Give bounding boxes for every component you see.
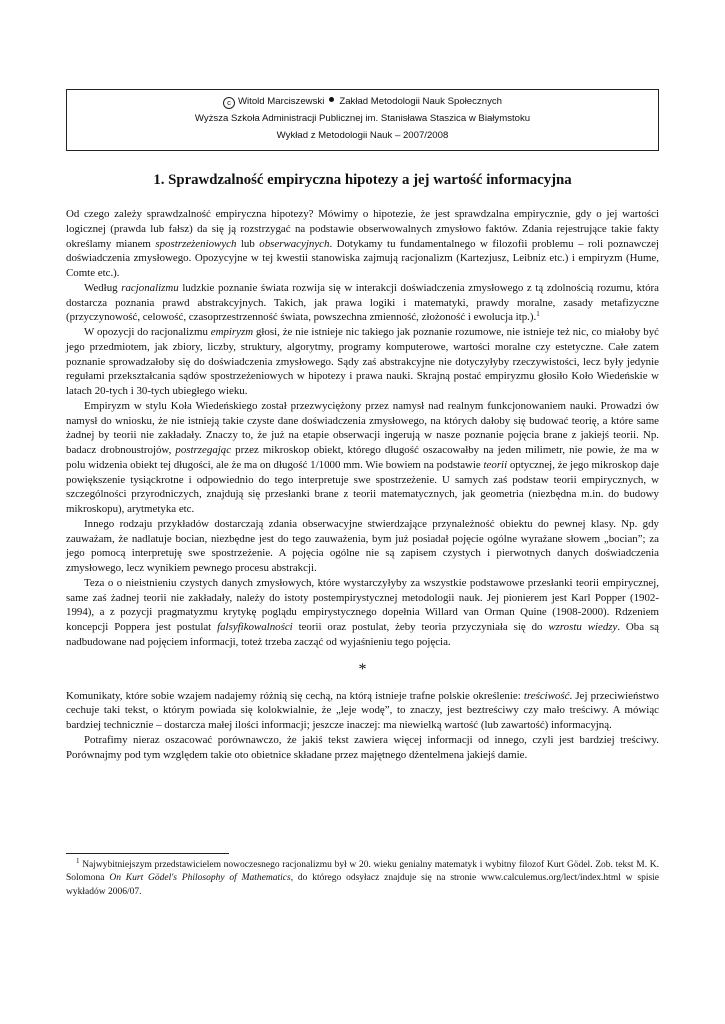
text-run: Innego rodzaju przykładów dostarczają zdania obserwacyjne stwierdzające przynależność obiektu do pewnej klasy. Np. gdy zauważam, że nadlatuje bocian, niezbędne jest do tego zauważenia, bym już posiadał pojęcie ogólne wyrażane słowem „bocian”; za jego pomocą interpretuję swe spostrzeżenie. A pojęcia ogólne nie są zapisem czystych i pierwotnych danych doświadczenia zmysłowego, lecz wynikiem pewnego procesu abstrakcji. [66,517,659,574]
text-run: W opozycji do racjonalizmu [84,326,211,338]
footnote-marker: 1 [76,857,80,865]
text-run: . Jej przeciwieństwo cechuje taki tekst, o którym powiada się kolokwialnie, że „leje wodę”, to znaczy, jest beztreściwy czy mało treściwy. A mówiąc bardziej technicznie – dostarcza małej ilości informacji; jeszcze inaczej: ma niewielką wartość (lub zawartość) informacyjną. [66,689,659,731]
emphasis-text: empiryzm [210,326,254,338]
copyright-icon: c [223,97,235,109]
header-line-3: Wykład z Metodologii Nauk – 2007/2008 [276,130,449,141]
paragraph [66,207,659,281]
paragraph [66,399,659,517]
paragraph [66,733,659,763]
emphasis-text: On Kurt Gödel's Philosophy of Mathematics [109,873,291,884]
text-run: . Dotykamy tu fundamentalnego w filozofii problemu – roli poznawczej doświadczenia zmysłowego. Opozycyjne w tej kwestii stanowiska zajmują racjonalizm (Kartezjusz, Leibniz etc.) i empiryzm (Hume, Comte etc.). [66,237,659,279]
emphasis-text: obserwacyjnych [259,237,330,250]
paragraph [66,689,659,733]
emphasis-text: racjonalizmu [121,281,179,294]
text-run: ludzkie poznanie świata rozwija się w interakcji doświadczenia zmysłowego z tą zdolnością rozumu, która dostarcza poznania prawd abstrakcyjnych. Takich, jak prawa logiki i matematyki, prawdy moralne, zasady metafizyczne (przyczynowość, celowość, czasoprzestrzenność świata, powszechna zmienność, złożoność i ewolucja itp.). [66,281,659,324]
text-run: Potrafimy nieraz oszacować porównawczo, że jakiś tekst zawiera więcej informacji od innego, czyli jest bardziej treściwy. Porównajmy pod tym względem takie oto obietnice składane przez majętnego dżentelmena jakiejś damie. [66,733,659,761]
footnote-marker: 1 [536,310,540,319]
emphasis-text: teorii [483,458,508,471]
emphasis-text: falsyfikowalności [217,621,293,633]
text-run: Od czego zależy sprawdzalność empiryczna hipotezy? Mówimy o hipotezie, że jest sprawdzalna empirycznie, gdy o jej wartości logicznej (prawda lub fałsz) da się ją rozstrzygać na podstawie obserwowalnych zmysłowo faktów. Zdania rejestrujące takie fakty określamy mianem [66,208,659,250]
footnote [66,859,659,899]
paragraph [66,576,659,650]
emphasis-text: wzrostu wiedzy [548,621,618,633]
header-line-1 [67,93,658,110]
page-title: 1. Sprawdzalność empiryczna hipotezy a jej wartość informacyjna [153,172,572,188]
text-run: Komunikaty, które sobie wzajem nadajemy różnią się cechą, na którą istnieje trafne polskie określenie: [66,689,524,702]
text-run: głosi, że nie istnieje nic takiego jak poznanie rozumowe, nie istnieje też nic, co miałoby być jego przedmiotem, jak zbiory, liczby, struktury, algorytmy, programy komputerowe, wartości moralne czy estetyczne. Całe zatem poznanie sprowadzałoby się do doświadczenia zmysłowego. Sądy zaś abstrakcyjne nie dotyczyłyby rzeczywistości, lecz były jedynie regułami przekształcania sądów spostrzeżeniowych w hipotezy i prawa nauki. Skrajną postać empiryzmu głosiło Koło Wiedeńskie w latach 20-tych i 30-tych ubiegłego wieku. [66,326,659,397]
text-run: Według [84,281,122,294]
paragraph [66,281,659,325]
text-run: , do którego odsyłacz znajduje się na stronie www.calculemus.org/lect/index.html w spisie wykładów 2006/07. [66,873,660,897]
section-separator: * [358,660,367,678]
header-line-2: Wyższa Szkoła Administracji Publicznej im. Stanisława Staszica w Białymstoku [194,113,531,124]
footnote-divider [66,853,229,854]
text-run: Empiryzm w stylu Koła Wiedeńskiego został przezwyciężony przez namysł nad realnym funkcjonowaniem nauki. Prowadzi ów namysł do wniosku, że nie istnieją takie czyste dane doświadczenia zmysłowego, na których dałoby się budować teorię, a które same żadnej by teorii nie zakładały. Znaczy to, że już na etapie obserwacji ingerują w nasze poznanie pojęcia brane z jakiejś teorii. Np. badacz drobnoustrojów, [66,399,659,456]
header-box [66,89,659,151]
emphasis-text: treściwość [523,689,570,702]
text-run: Najwybitniejszym przedstawicielem nowoczesnego racjonalizmu był w 20. wieku genialny matematyk i wybitny filozof Kurt Gödel. Zob. tekst M. K. Solomona [66,860,659,884]
paragraph [66,325,659,399]
department-name: Zakład Metodologii Nauk Społecznych [339,96,502,107]
text-run: teorii oraz postulat, żeby teoria przyczyniała się do [292,621,549,633]
text-run: przez mikroskop obiekt, którego długość oszacowałby na jeden milimetr, nie powie, że ma w polu widzenia obiekt tej długości, ale że ma on długość 1/1000 mm. Wie bowiem na podstawie [66,444,659,471]
emphasis-text: spostrzeżeniowych [155,237,237,250]
text-run: Teza o o nieistnieniu czystych danych zmysłowych, które wystarczyłyby za wszystkie podstawowe przesłanki teorii empirycznej, same zaś żadnej teorii nie zakładały, należy do istoty postempirystycznej metodologii nauk. Jej pionierem jest Karl Popper (1902-1994), a z pozycji pragmatyzmu krytykę poglądu empirystycznego dopełnia Willard van Orman Quine (1908-2000). Rdzeniem koncepcji Poppera jest postulat [66,576,659,633]
author-name: Witold Marciszewski [237,96,325,107]
bullet-icon [329,97,334,102]
text-run: optycznej, że jego mikroskop daje powiększenie tysiąckrotne i odpowiednio do tego interpretuje swe spostrzeżenie. U samych zaś podstaw teorii empirycznych, w szczególności przyrodniczych, znajdują się przesłanki brane z teorii matematycznych, jak geometria (niezbędna m.in. do budowy mikroskopu), arytmetyka etc. [66,458,659,515]
text-run: . Oba są nadbudowane nad pojęciem informacji, toteż trzeba zacząć od wyjaśnieniu tego pojęcia. [66,621,660,648]
document-body [66,207,659,762]
paragraph [66,517,659,576]
emphasis-text: postrzegając [175,444,232,456]
text-run: lub [236,237,260,250]
